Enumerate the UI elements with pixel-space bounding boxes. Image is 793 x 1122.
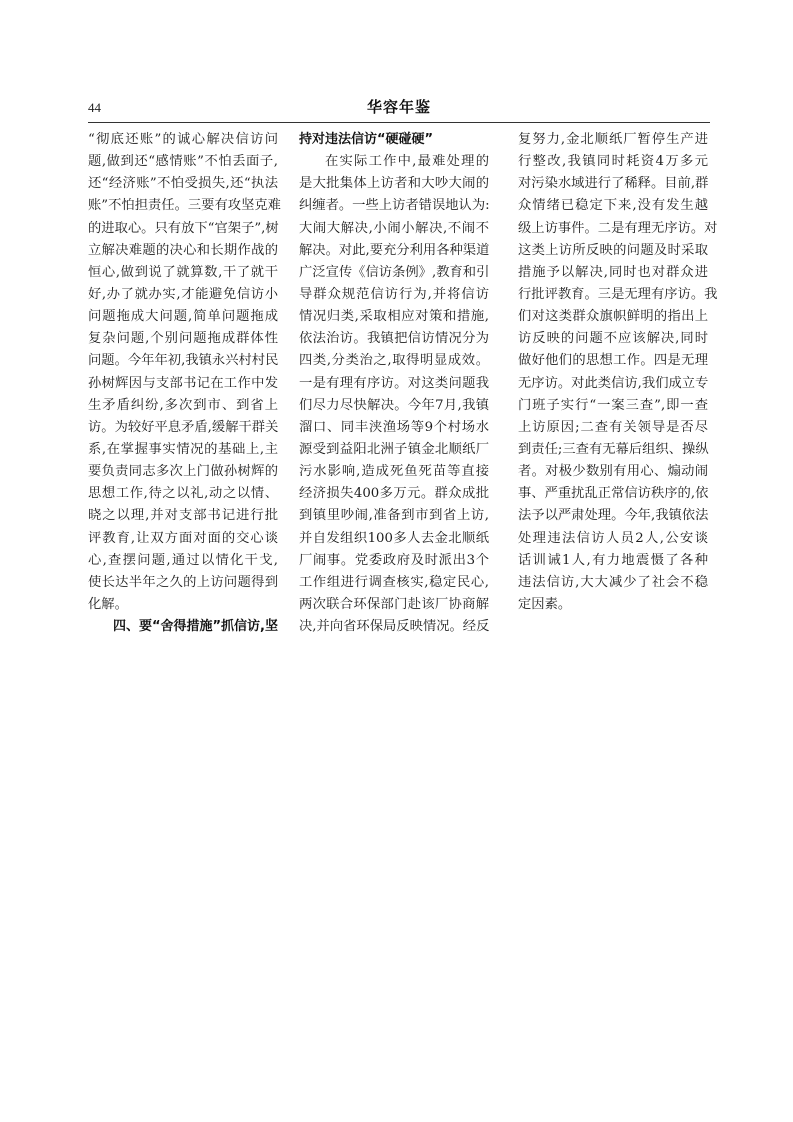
body-line: 问题。今年年初,我镇永兴村村民 <box>88 353 279 369</box>
body-line: 访反映的问题不应该解决,同时 <box>518 331 708 347</box>
body-line: 生矛盾纠纷,多次到市、到省上 <box>88 397 278 413</box>
body-line: 两次联合环保部门赴该厂协商解 <box>299 596 489 612</box>
body-line: 立解决难题的决心和长期作战的 <box>88 242 278 258</box>
text-column-2 <box>299 129 489 638</box>
header-divider <box>88 122 710 123</box>
body-line: 并自发组织100多人去金北顺纸 <box>299 530 489 546</box>
body-line: 化解。 <box>88 596 128 612</box>
body-line: 法予以严肃处理。今年,我镇依法 <box>518 508 709 524</box>
body-line: 四类,分类治之,取得明显成效。 <box>299 353 489 369</box>
body-line: 复努力,金北顺纸厂暂停生产进 <box>518 132 708 147</box>
book-title: 华容年鉴 <box>366 98 431 116</box>
body-line: 众情绪已稳定下来,没有发生越 <box>518 198 708 214</box>
body-line: 决,并向省环保局反映情况。经反 <box>299 619 490 635</box>
body-line: 广泛宣传《信访条例》,教育和引 <box>299 264 490 280</box>
body-line: 账”不怕担责任。三要有攻坚克难 <box>88 198 281 214</box>
body-line: 到镇里吵闹,准备到市到省上访, <box>299 508 489 524</box>
body-line: 依法治访。我镇把信访情况分为 <box>299 331 489 347</box>
body-line: 题,做到还“感情账”不怕丢面子, <box>88 154 278 170</box>
section-heading-continued: 持对违法信访“硬碰硬” <box>299 132 434 147</box>
body-line: 访。为较好平息矛盾,缓解干群关 <box>88 419 279 435</box>
body-line: 们对这类群众旗帜鲜明的指出上 <box>518 309 708 325</box>
section-heading: 四、要“舍得措施”抓信访,坚 <box>112 619 278 635</box>
text-column-1 <box>88 129 281 638</box>
body-line: 级上访事件。二是有理无序访。对 <box>518 220 718 236</box>
body-line: 话训诫1人,有力地震慑了各种 <box>518 552 708 568</box>
body-line: 违法信访,大大减少了社会不稳 <box>518 574 708 590</box>
body-line: 复杂问题,个别问题拖成群体性 <box>88 331 278 347</box>
body-line: 定因素。 <box>518 596 572 612</box>
body-line: 事、严重扰乱正常信访秩序的,依 <box>518 486 709 502</box>
body-line: 在实际工作中,最难处理的 <box>325 154 489 170</box>
body-line: 大闹大解决,小闹小解决,不闹不 <box>299 220 489 236</box>
body-line: 溜口、同丰浃渔场等9个村场水 <box>299 419 489 435</box>
body-line: 做好他们的思想工作。四是无理 <box>518 353 708 369</box>
body-line: 使长达半年之久的上访问题得到 <box>88 574 278 590</box>
body-line: 问题拖成大问题,简单问题拖成 <box>88 309 278 325</box>
body-line: 一是有理有序访。对这类问题我 <box>299 375 489 391</box>
body-line: 解决。对此,要充分利用各种渠道 <box>299 242 490 258</box>
body-line: 是大批集体上访者和大吵大闹的 <box>299 176 489 192</box>
body-line: 行整改,我镇同时耗资4万多元 <box>518 154 708 170</box>
body-line: 好,办了就办实,才能避免信访小 <box>88 286 278 302</box>
body-line: 工作组进行调查核实,稳定民心, <box>299 574 489 590</box>
body-line: 导群众规范信访行为,并将信访 <box>299 286 489 302</box>
body-line: “彻底还账”的诚心解决信访问 <box>88 132 278 147</box>
body-line: 到责任;三查有无幕后组织、操纵 <box>518 441 709 457</box>
body-line: 心,查摆问题,通过以情化干戈, <box>88 552 278 568</box>
body-line: 思想工作,待之以礼,动之以情、 <box>88 486 278 502</box>
text-column-3 <box>518 129 718 616</box>
body-line: 要负责同志多次上门做孙树辉的 <box>88 464 278 480</box>
body-line: 行批评教育。三是无理有序访。我 <box>518 286 718 302</box>
body-line: 恒心,做到说了就算数,干了就干 <box>88 264 278 280</box>
body-line: 晓之以理,并对支部书记进行批 <box>88 508 278 524</box>
body-line: 源受到益阳北洲子镇金北顺纸厂 <box>299 441 489 457</box>
body-line: 还“经济账”不怕受损失,还“执法 <box>88 176 278 192</box>
body-line: 评教育,让双方面对面的交心谈 <box>88 530 278 546</box>
body-line: 者。对极少数别有用心、煽动闹 <box>518 464 708 480</box>
body-line: 厂闹事。党委政府及时派出3个 <box>299 552 489 568</box>
page-header <box>88 96 710 118</box>
body-line: 纠缠者。一些上访者错误地认为: <box>299 198 490 214</box>
body-line: 门班子实行“一案三查”,即一查 <box>518 397 708 413</box>
body-line: 措施予以解决,同时也对群众进 <box>518 264 708 280</box>
body-line: 无序访。对此类信访,我们成立专 <box>518 375 709 391</box>
body-line: 处理违法信访人员2人,公安谈 <box>518 530 708 546</box>
body-line: 情况归类,采取相应对策和措施, <box>299 309 489 325</box>
body-line: 经济损失400多万元。群众成批 <box>299 486 489 502</box>
page-number: 44 <box>88 100 101 115</box>
body-line: 对污染水域进行了稀释。目前,群 <box>518 176 709 192</box>
body-line: 这类上访所反映的问题及时采取 <box>518 242 708 258</box>
body-line: 污水影响,造成死鱼死苗等直接 <box>299 464 489 480</box>
body-line: 系,在掌握事实情况的基础上,主 <box>88 441 278 457</box>
body-line: 的进取心。只有放下“官架子”,树 <box>88 220 279 236</box>
body-line: 上访原因;二查有关领导是否尽 <box>518 419 708 435</box>
body-line: 孙树辉因与支部书记在工作中发 <box>88 375 278 391</box>
body-line: 们尽力尽快解决。今年7月,我镇 <box>299 397 489 413</box>
